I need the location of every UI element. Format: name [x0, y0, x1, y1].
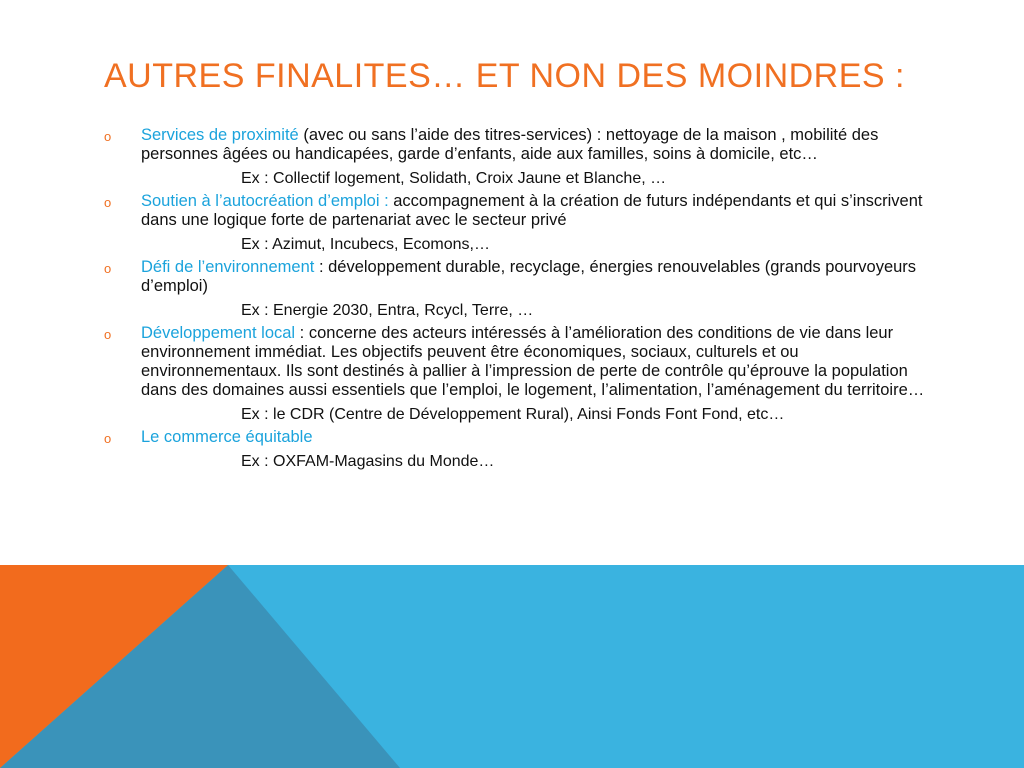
bullet-circle-icon: o: [104, 261, 112, 276]
bullet-circle-icon: o: [104, 195, 112, 210]
bullet-body: [141, 428, 934, 447]
bullet-text: : concerne des acteurs intéressés à l’amélioration des conditions de vie dans leur environnement immédiat. Les objectifs peuvent être économiques, sociaux, culturels et ou environnementaux. Ils sont destinés à pallier à l’impression de perte de contrôle qu’éprouve la population dans des domaines aussi essentiels que l’emploi, le logement, l’alimentation, l’aménagement du territoire…: [141, 324, 925, 399]
bullet-example: Ex : Azimut, Incubecs, Ecomons,…: [241, 236, 490, 253]
bullet-circle-icon: o: [104, 327, 112, 342]
bullet-item: [104, 126, 934, 189]
bullet-body: [141, 126, 934, 164]
bullet-body: [141, 258, 934, 296]
slide-title: AUTRES FINALITES… ET NON DES MOINDRES :: [104, 57, 905, 95]
bullet-label: Défi de l’environnement: [141, 258, 315, 276]
bullet-text: : développement durable, recyclage, énergies renouvelables (grands pourvoyeurs d’emploi): [141, 258, 917, 295]
background-shape: [0, 565, 1024, 768]
bullet-label: Le commerce équitable: [141, 428, 313, 446]
bullet-circle-icon: o: [104, 431, 112, 446]
bullet-item: [104, 192, 934, 255]
bullet-example: Ex : le CDR (Centre de Développement Rural), Ainsi Fonds Font Fond, etc…: [241, 406, 785, 423]
bullet-example: Ex : OXFAM-Magasins du Monde…: [241, 453, 495, 470]
bullet-label: Services de proximité: [141, 126, 299, 144]
bullet-example: Ex : Energie 2030, Entra, Rcycl, Terre, …: [241, 302, 534, 319]
bullet-text: (avec ou sans l’aide des titres-services) : nettoyage de la maison , mobilité des personnes âgées ou handicapées, garde d’enfants, aide aux familles, soins à domicile, etc…: [141, 126, 879, 163]
bullet-item: [104, 324, 934, 425]
bullet-example: Ex : Collectif logement, Solidath, Croix Jaune et Blanche, …: [241, 170, 667, 187]
bullet-body: [141, 324, 934, 400]
bullet-label: Développement local: [141, 324, 296, 342]
bullet-text: accompagnement à la création de futurs indépendants et qui s’inscrivent dans une logique forte de partenariat avec le secteur privé: [141, 192, 923, 229]
bullet-label: Soutien à l’autocréation d’emploi :: [141, 192, 389, 210]
bullet-item: [104, 258, 934, 321]
bullet-body: [141, 192, 934, 230]
bullet-item: [104, 428, 934, 472]
bullet-list: [104, 126, 934, 475]
bullet-circle-icon: o: [104, 129, 112, 144]
